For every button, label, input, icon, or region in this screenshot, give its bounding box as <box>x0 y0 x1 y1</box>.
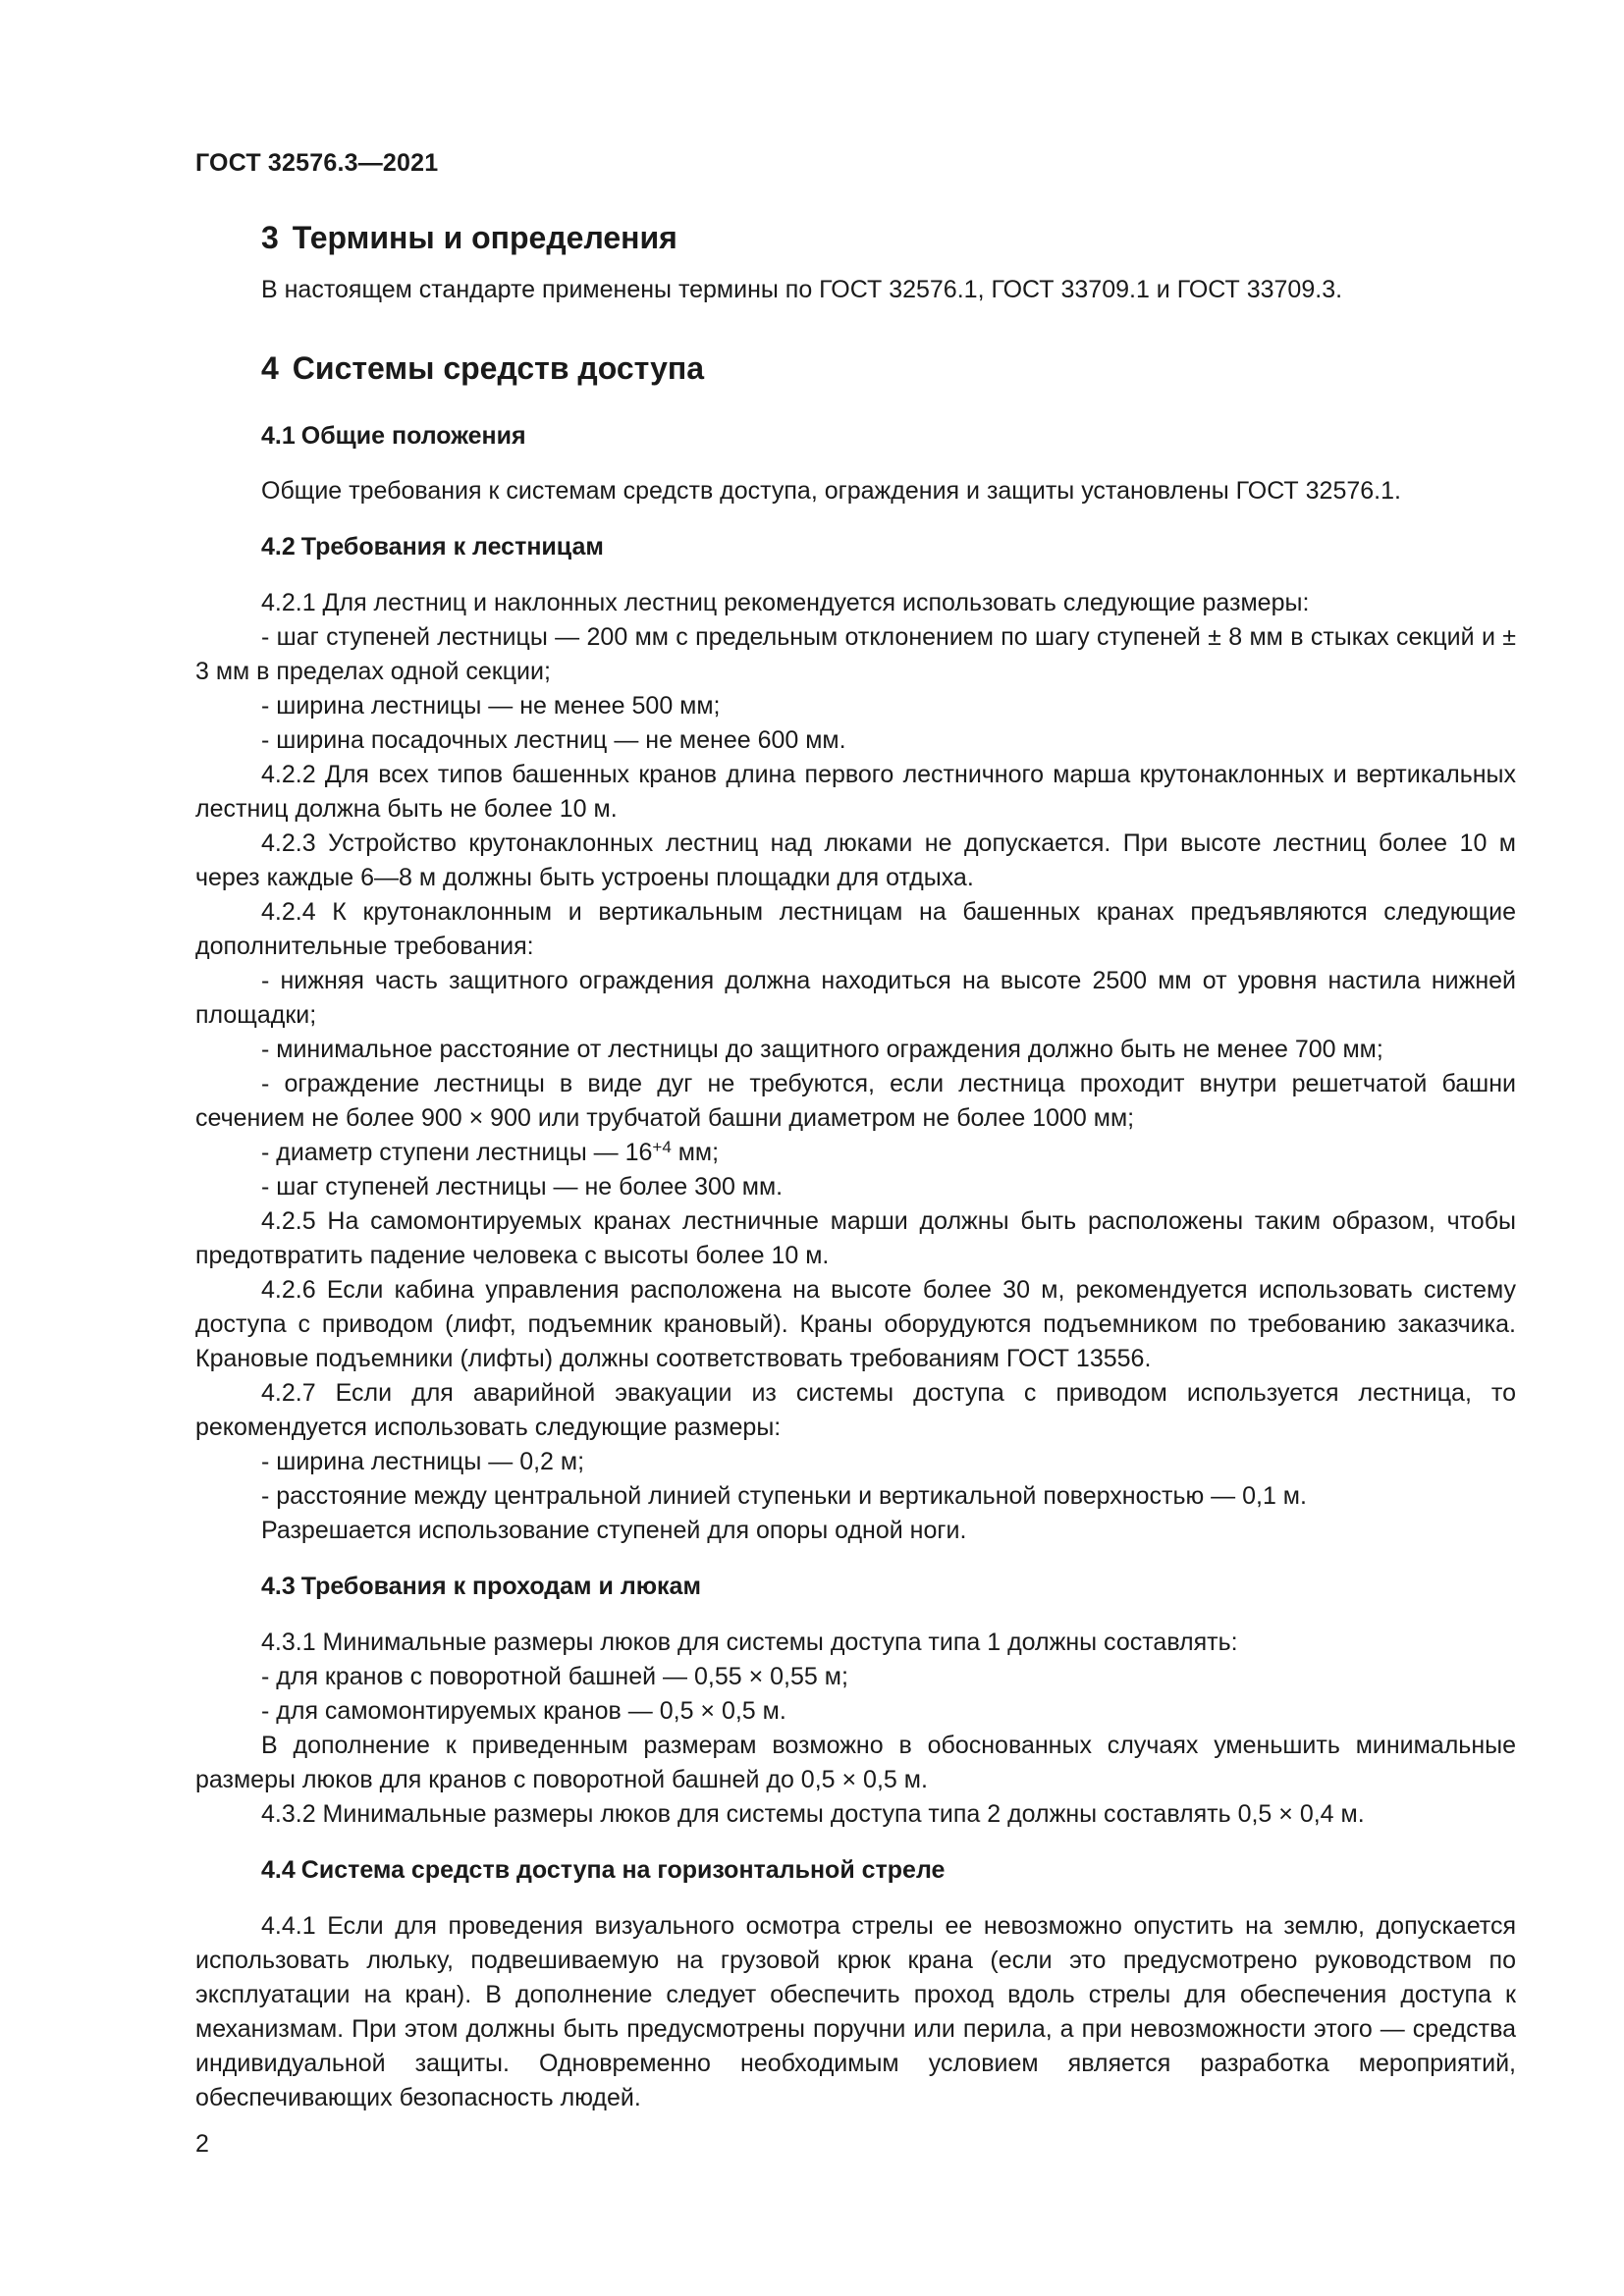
section-4-heading <box>195 347 1516 390</box>
list-item: - шаг ступеней лестницы — 200 мм с предельным отклонением по шагу ступеней ± 8 мм в стыках секций и ± 3 мм в пределах одной секции; <box>195 623 1516 685</box>
paragraph-4-2-2: 4.2.2 Для всех типов башенных кранов длина первого лестничного марша крутонаклонных и вертикальных лестниц должна быть не более 10 м. <box>195 761 1516 823</box>
subsection-title: Требования к лестницам <box>300 533 604 561</box>
paragraph-4-2-3: 4.2.3 Устройство крутонаклонных лестниц над люками не допускается. При высоте лестниц более 10 м через каждые 6—8 м должны быть устроены площадки для отдыха. <box>195 829 1516 891</box>
tolerance-superscript: +4 <box>652 1138 672 1156</box>
paragraph-4-3-2: 4.3.2 Минимальные размеры люков для системы доступа типа 2 должны составлять 0,5 × 0,4 м. <box>261 1800 1365 1828</box>
subsection-number: 4.1 <box>261 422 296 450</box>
paragraph-4-2-6: 4.2.6 Если кабина управления расположена на высоте более 30 м, рекомендуется использовать систему доступа с приводом (лифт, подъемник крановый). Краны оборудуются подъемником по требованию заказчика. Крановые подъемники (лифты) должны соответствовать требованиям ГОСТ 13556. <box>195 1276 1516 1372</box>
list-item: - ширина посадочных лестниц — не менее 600 мм. <box>261 726 846 754</box>
step-diameter-text: - диаметр ступени лестницы — 16 <box>261 1139 653 1166</box>
list-item: - шаг ступеней лестницы — не более 300 мм. <box>261 1173 784 1201</box>
paragraph-4-4-1: 4.4.1 Если для проведения визуального осмотра стрелы ее невозможно опустить на землю, допускается использовать люльку, подвешиваемую на грузовой крюк крана (если это предусмотрено руководством по эксплуатации на кран). В дополнение следует обеспечить проход вдоль стрелы для обеспечения доступа к механизмам. При этом должны быть предусмотрены поручни или перила, а при невозможности этого — средства индивидуальной защиты. Одновременно необходимым условием является разработка мероприятий, обеспечивающих безопасность людей. <box>195 1912 1516 2111</box>
document-header-id: ГОСТ 32576.3—2021 <box>195 149 439 177</box>
subsection-4-3-heading <box>195 1570 1516 1604</box>
subsection-number: 4.2 <box>261 533 296 561</box>
list-item: - для самомонтируемых кранов — 0,5 × 0,5 м. <box>261 1697 786 1725</box>
list-item: - ограждение лестницы в виде дуг не требуются, если лестница проходит внутри решетчатой башни сечением не более 900 × 900 или трубчатой башни диаметром не более 1000 мм; <box>195 1070 1516 1132</box>
document-body <box>195 216 1516 2115</box>
subsection-title: Система средств доступа на горизонтальной стреле <box>300 1856 946 1884</box>
section-3-text: В настоящем стандарте применены термины по ГОСТ 32576.1, ГОСТ 33709.1 и ГОСТ 33709.3. <box>261 276 1343 303</box>
page-number: 2 <box>195 2130 209 2158</box>
paragraph-4-3-1: 4.3.1 Минимальные размеры люков для системы доступа типа 1 должны составлять: <box>261 1629 1238 1656</box>
subsection-4-1-heading <box>195 419 1516 454</box>
section-title: Системы средств доступа <box>292 350 704 386</box>
subsection-number: 4.3 <box>261 1573 296 1600</box>
list-item: - расстояние между центральной линией ступеньки и вертикальной поверхностью — 0,1 м. <box>261 1482 1307 1510</box>
list-item: - нижняя часть защитного ограждения должна находиться на высоте 2500 мм от уровня настила нижней площадки; <box>195 967 1516 1029</box>
subsection-4-4-heading <box>195 1853 1516 1888</box>
subsection-title: Общие положения <box>300 422 526 450</box>
paragraph-note: В дополнение к приведенным размерам возможно в обоснованных случаях уменьшить минимальные размеры люков для кранов с поворотной башней до 0,5 × 0,5 м. <box>195 1732 1516 1793</box>
list-item: - ширина лестницы — 0,2 м; <box>261 1448 585 1475</box>
subsection-number: 4.4 <box>261 1856 296 1884</box>
subsection-4-2-heading <box>195 530 1516 564</box>
list-item <box>195 1136 1516 1170</box>
paragraph-note: Разрешается использование ступеней для опоры одной ноги. <box>261 1517 967 1544</box>
subsection-title: Требования к проходам и люкам <box>300 1573 701 1600</box>
section-number: 4 <box>261 350 279 386</box>
paragraph-4-2-1: 4.2.1 Для лестниц и наклонных лестниц рекомендуется использовать следующие размеры: <box>261 589 1310 616</box>
paragraph-4-2-4: 4.2.4 К крутонаклонным и вертикальным лестницам на башенных кранах предъявляются следующие дополнительные требования: <box>195 898 1516 960</box>
list-item: - для кранов с поворотной башней — 0,55 × 0,55 м; <box>261 1663 848 1690</box>
section-3-heading <box>195 216 1516 259</box>
list-item: - ширина лестницы — не менее 500 мм; <box>261 692 721 720</box>
section-title: Термины и определения <box>292 220 677 255</box>
step-diameter-unit: мм; <box>671 1139 720 1166</box>
paragraph-4-2-7: 4.2.7 Если для аварийной эвакуации из системы доступа с приводом используется лестница, то рекомендуется использовать следующие размеры: <box>195 1379 1516 1441</box>
paragraph-4-2-5: 4.2.5 На самомонтируемых кранах лестничные марши должны быть расположены таким образом, чтобы предотвратить падение человека с высоты более 10 м. <box>195 1207 1516 1269</box>
section-number: 3 <box>261 220 279 255</box>
subsection-4-1-text: Общие требования к системам средств доступа, ограждения и защиты установлены ГОСТ 32576.1. <box>261 477 1401 505</box>
list-item: - минимальное расстояние от лестницы до защитного ограждения должно быть не менее 700 мм; <box>261 1036 1383 1063</box>
